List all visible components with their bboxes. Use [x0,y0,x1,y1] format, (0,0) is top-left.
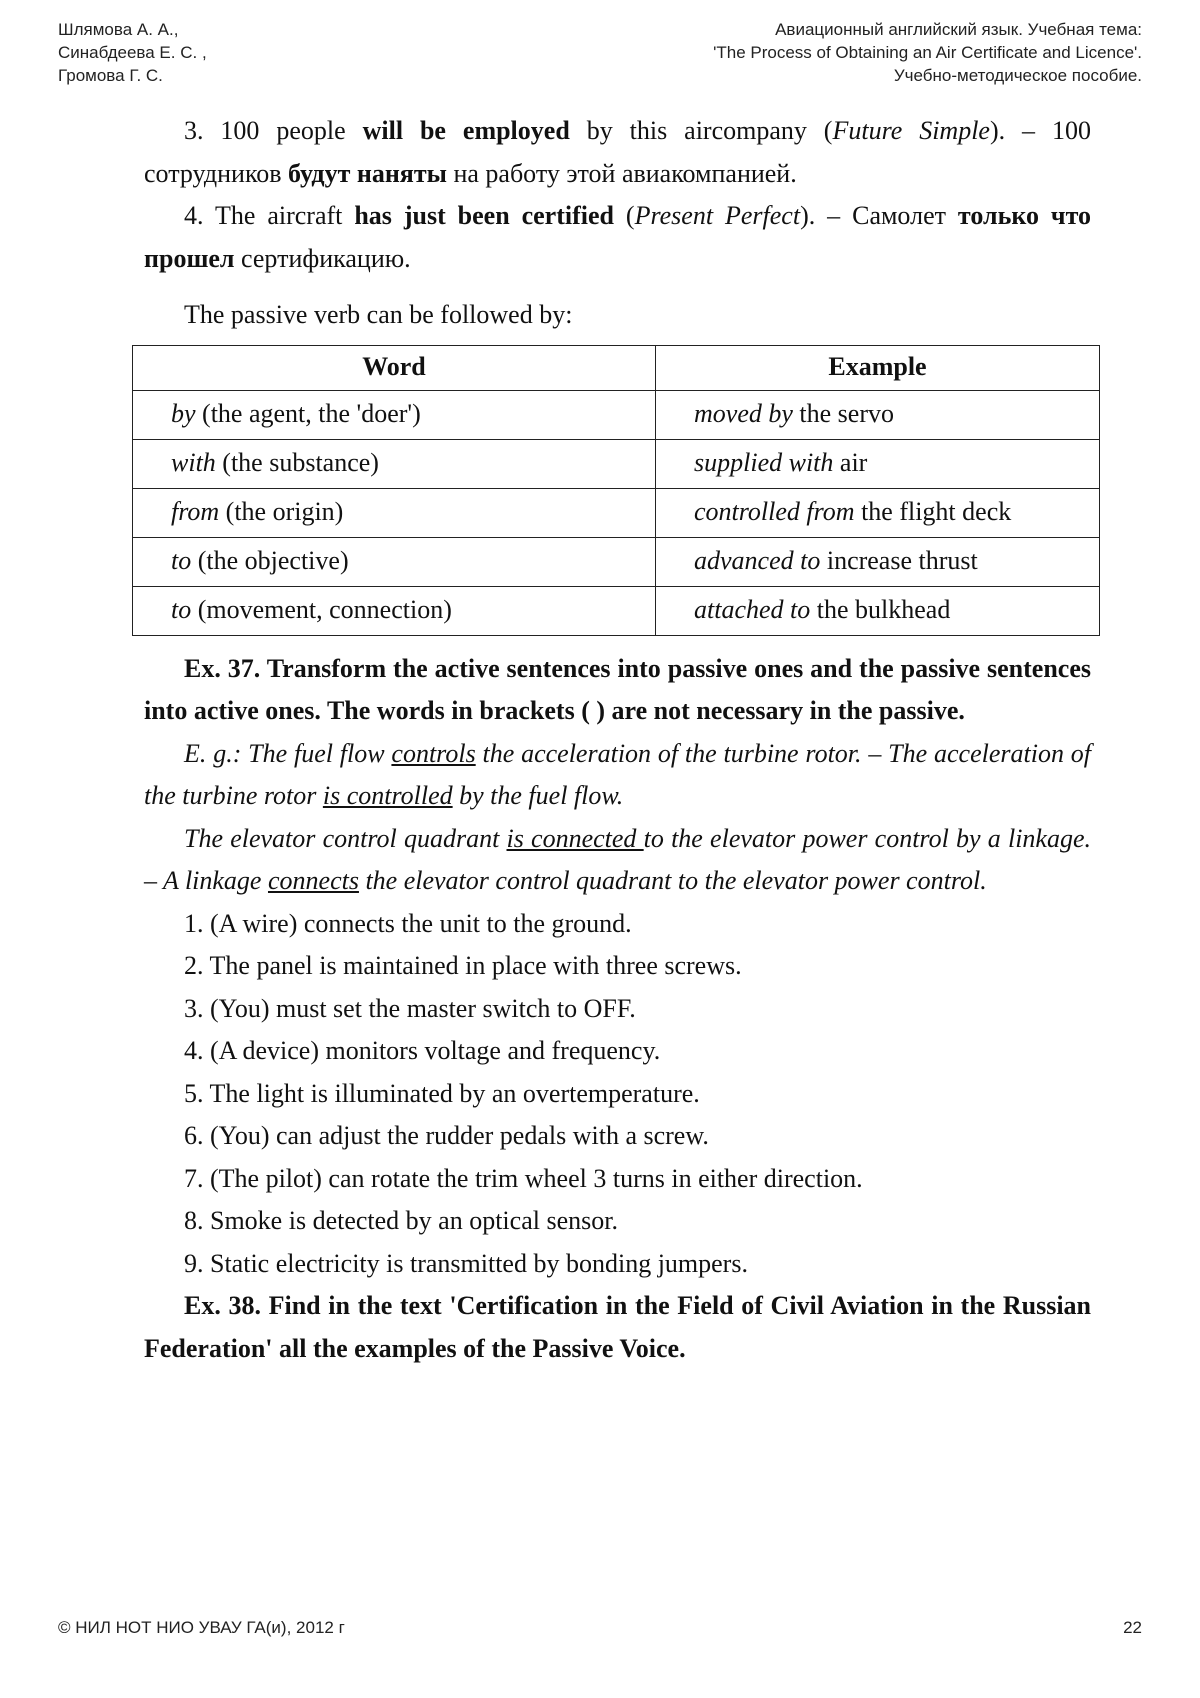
list-item: 7. (The pilot) can rotate the trim wheel 3 turns in either direction. [184,1163,863,1193]
footer-copyright: © НИЛ НОТ НИО УВАУ ГА(и), 2012 г [58,1618,345,1637]
word-cell: to (movement, connection) [133,586,656,635]
list-item: 2. The panel is maintained in place with three screws. [184,951,742,980]
word-cell: by (the agent, the 'doer') [133,390,656,439]
header-title-line: Авиационный английский язык. Учебная тема: [775,20,1142,39]
word-cell: with (the substance) [133,439,656,488]
exercise-38-title: Ex. 38. Find in the text 'Certification in the Field of Civil Aviation in the Russian Federation' all the examples of the Passive Voice. [144,1291,1091,1363]
table-row [133,586,1100,635]
author-line: Синабдеева Е. С. , [58,43,207,62]
table-row [133,537,1100,586]
list-item: 4. (A device) monitors voltage and frequency. [184,1036,661,1065]
example-sentence-3: 3. 100 people will be employed by this aircompany (Future Simple). – 100 сотрудников будут наняты на работу этой авиакомпанией. [144,116,1091,188]
table-row [133,488,1100,537]
passive-prepositions-table [132,345,1100,636]
word-cell: from (the origin) [133,488,656,537]
list-item: 3. (You) must set the master switch to OFF. [184,993,636,1023]
page-header-title [713,18,1142,87]
column-header-word: Word [133,345,656,390]
example-cell: attached to the bulkhead [656,586,1100,635]
example-cell: moved by the servo [656,390,1100,439]
column-header-example: Example [656,345,1100,390]
exercise-37-example-1: E. g.: The fuel flow controls the acceleration of the turbine rotor. – The acceleration of the turbine rotor is controlled by the fuel flow. [144,738,1091,810]
page-header-authors [58,18,207,87]
list-item: 6. (You) can adjust the rudder pedals with a screw. [184,1121,709,1150]
exercise-37-title: Ex. 37. Transform the active sentences into passive ones and the passive sentences into active ones. The words in brackets ( ) are not necessary in the passive. [144,653,1091,725]
header-title-line: Учебно-методическое пособие. [893,66,1142,85]
table-row [133,439,1100,488]
example-cell: supplied with air [656,439,1100,488]
table-row [133,390,1100,439]
example-cell: controlled from the flight deck [656,488,1100,537]
author-line: Громова Г. С. [58,66,163,85]
author-line: Шлямова А. А., [58,20,179,39]
word-cell: to (the objective) [133,537,656,586]
example-cell: advanced to increase thrust [656,537,1100,586]
table-header-row [133,345,1100,390]
page-content [144,110,1091,1370]
header-title-line: 'The Process of Obtaining an Air Certificate and Licence'. [713,43,1142,62]
page-number: 22 [1123,1618,1142,1637]
list-item: 9. Static electricity is transmitted by bonding jumpers. [184,1248,748,1278]
table-intro: The passive verb can be followed by: [184,300,573,329]
list-item: 5. The light is illuminated by an overtemperature. [184,1078,700,1108]
exercise-37-example-2: The elevator control quadrant is connected to the elevator power control by a linkage. – A linkage connects the elevator control quadrant to the elevator power control. [144,823,1091,895]
list-item: 8. Smoke is detected by an optical sensor. [184,1206,618,1235]
list-item: 1. (A wire) connects the unit to the ground. [184,908,632,938]
example-sentence-4: 4. The aircraft has just been certified (Present Perfect). – Самолет только что прошел сертификацию. [144,201,1091,273]
